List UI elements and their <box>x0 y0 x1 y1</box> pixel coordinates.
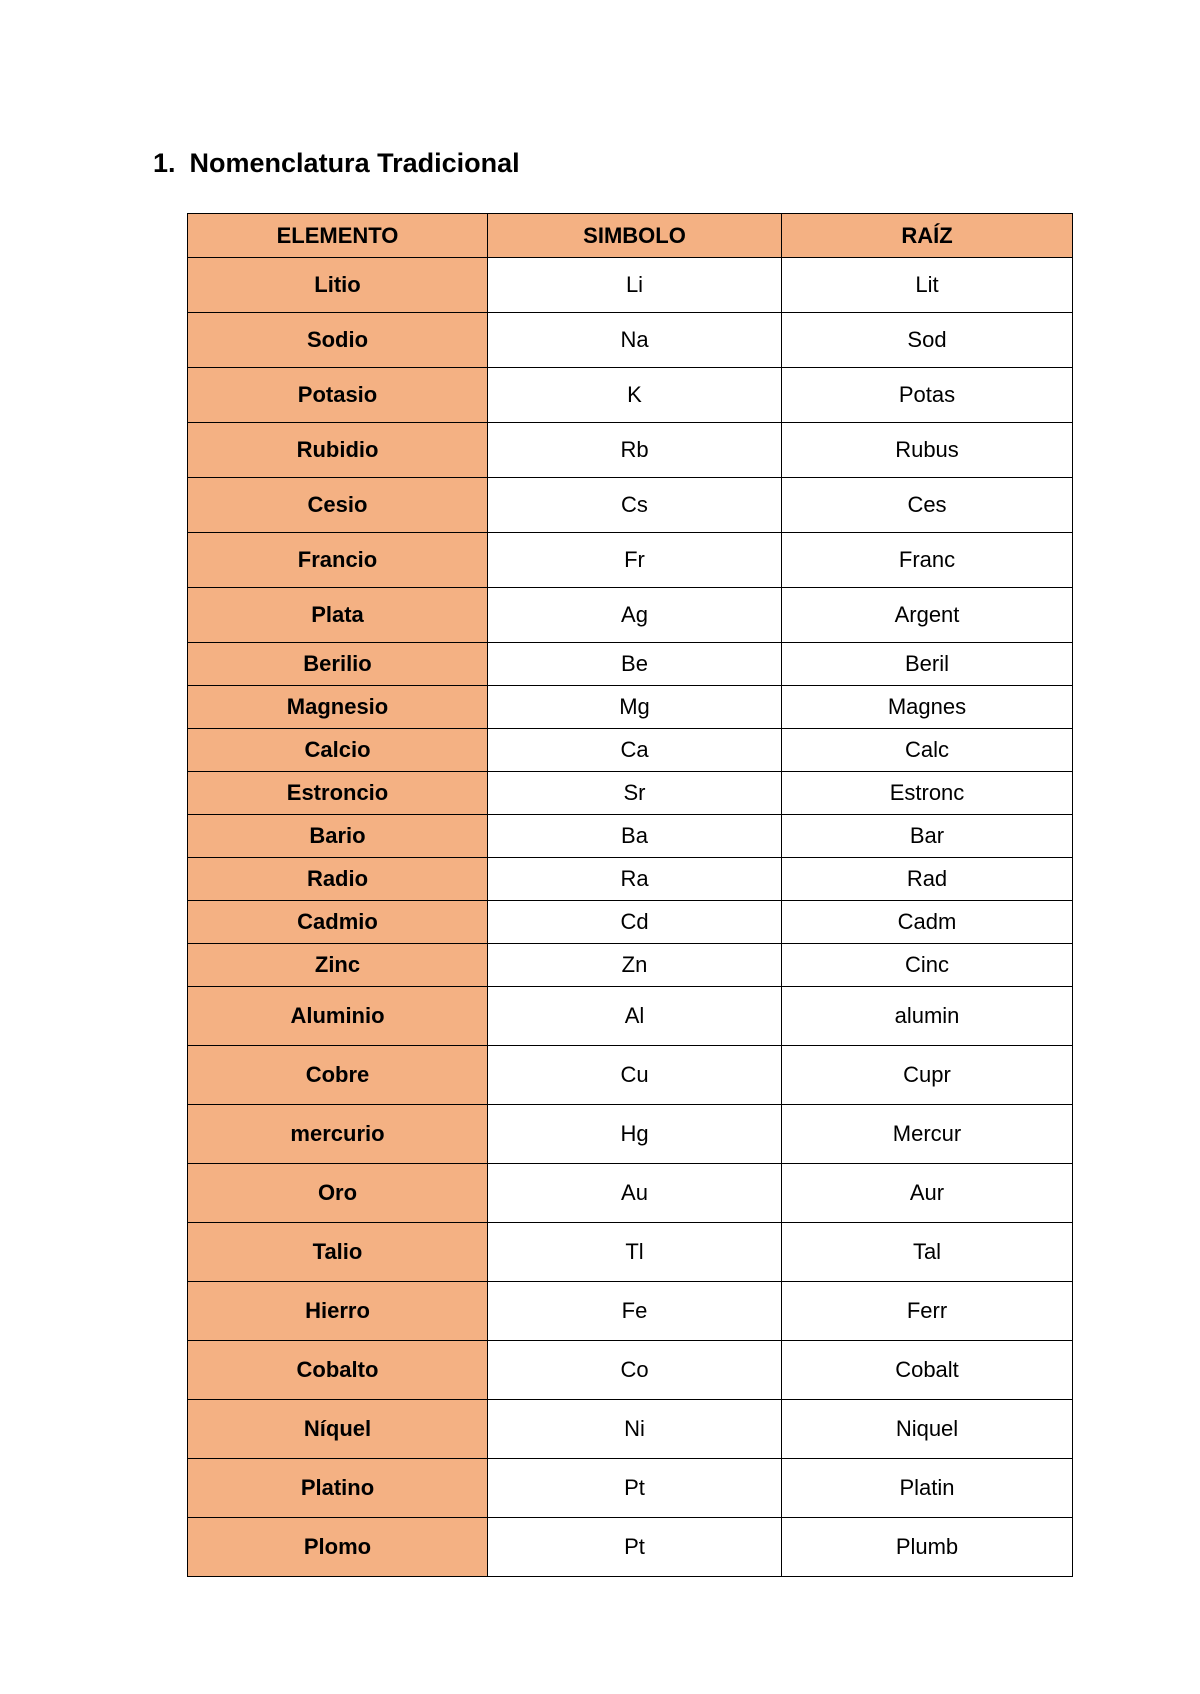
section-number: 1. <box>153 148 176 178</box>
table-row <box>188 1046 1073 1105</box>
table-row <box>188 1164 1073 1223</box>
nomenclature-table <box>187 213 1073 1577</box>
cell-simbolo: Sr <box>488 772 782 815</box>
table-row <box>188 533 1073 588</box>
cell-simbolo: Ra <box>488 858 782 901</box>
table-row <box>188 901 1073 944</box>
cell-simbolo: Ca <box>488 729 782 772</box>
cell-raiz: Cupr <box>782 1046 1073 1105</box>
cell-raiz: Aur <box>782 1164 1073 1223</box>
cell-raiz: Ferr <box>782 1282 1073 1341</box>
cell-elemento: Sodio <box>188 313 488 368</box>
cell-elemento: Níquel <box>188 1400 488 1459</box>
cell-raiz: Beril <box>782 643 1073 686</box>
header-raiz: RAÍZ <box>782 214 1073 258</box>
cell-simbolo: Cs <box>488 478 782 533</box>
cell-raiz: Estronc <box>782 772 1073 815</box>
table-body <box>188 258 1073 1577</box>
table-row <box>188 423 1073 478</box>
cell-elemento: Cobalto <box>188 1341 488 1400</box>
cell-elemento: Platino <box>188 1459 488 1518</box>
table-row <box>188 987 1073 1046</box>
cell-elemento: Francio <box>188 533 488 588</box>
table-row <box>188 772 1073 815</box>
cell-elemento: Cadmio <box>188 901 488 944</box>
section-heading <box>153 146 520 180</box>
cell-simbolo: Pt <box>488 1518 782 1577</box>
cell-elemento: Litio <box>188 258 488 313</box>
cell-simbolo: Zn <box>488 944 782 987</box>
header-simbolo: SIMBOLO <box>488 214 782 258</box>
table-row <box>188 478 1073 533</box>
table-row <box>188 686 1073 729</box>
cell-simbolo: Cd <box>488 901 782 944</box>
cell-elemento: Calcio <box>188 729 488 772</box>
cell-elemento: Rubidio <box>188 423 488 478</box>
table-row <box>188 815 1073 858</box>
cell-simbolo: K <box>488 368 782 423</box>
table-header <box>188 214 1073 258</box>
cell-raiz: Cobalt <box>782 1341 1073 1400</box>
cell-elemento: Cobre <box>188 1046 488 1105</box>
table-row <box>188 729 1073 772</box>
table-row <box>188 313 1073 368</box>
cell-raiz: Lit <box>782 258 1073 313</box>
section-title: Nomenclatura Tradicional <box>189 148 520 178</box>
cell-elemento: Talio <box>188 1223 488 1282</box>
cell-simbolo: Al <box>488 987 782 1046</box>
cell-simbolo: Hg <box>488 1105 782 1164</box>
cell-simbolo: Tl <box>488 1223 782 1282</box>
cell-raiz: Mercur <box>782 1105 1073 1164</box>
cell-simbolo: Au <box>488 1164 782 1223</box>
cell-raiz: Niquel <box>782 1400 1073 1459</box>
cell-elemento: Oro <box>188 1164 488 1223</box>
cell-elemento: Magnesio <box>188 686 488 729</box>
cell-elemento: mercurio <box>188 1105 488 1164</box>
cell-raiz: Rubus <box>782 423 1073 478</box>
table-row <box>188 1400 1073 1459</box>
cell-simbolo: Fr <box>488 533 782 588</box>
cell-elemento: Bario <box>188 815 488 858</box>
cell-raiz: Magnes <box>782 686 1073 729</box>
cell-raiz: Argent <box>782 588 1073 643</box>
cell-raiz: alumin <box>782 987 1073 1046</box>
header-row <box>188 214 1073 258</box>
table-row <box>188 643 1073 686</box>
table-row <box>188 368 1073 423</box>
cell-elemento: Plomo <box>188 1518 488 1577</box>
cell-raiz: Potas <box>782 368 1073 423</box>
table-row <box>188 1282 1073 1341</box>
cell-simbolo: Fe <box>488 1282 782 1341</box>
cell-raiz: Plumb <box>782 1518 1073 1577</box>
cell-raiz: Tal <box>782 1223 1073 1282</box>
table-row <box>188 1341 1073 1400</box>
cell-raiz: Calc <box>782 729 1073 772</box>
cell-elemento: Berilio <box>188 643 488 686</box>
header-elemento: ELEMENTO <box>188 214 488 258</box>
cell-simbolo: Ag <box>488 588 782 643</box>
cell-raiz: Rad <box>782 858 1073 901</box>
cell-elemento: Radio <box>188 858 488 901</box>
cell-elemento: Potasio <box>188 368 488 423</box>
cell-simbolo: Na <box>488 313 782 368</box>
cell-raiz: Sod <box>782 313 1073 368</box>
cell-raiz: Cadm <box>782 901 1073 944</box>
cell-elemento: Aluminio <box>188 987 488 1046</box>
table-row <box>188 944 1073 987</box>
cell-elemento: Cesio <box>188 478 488 533</box>
cell-elemento: Zinc <box>188 944 488 987</box>
cell-simbolo: Ba <box>488 815 782 858</box>
table-row <box>188 1518 1073 1577</box>
table-row <box>188 858 1073 901</box>
cell-raiz: Platin <box>782 1459 1073 1518</box>
cell-simbolo: Be <box>488 643 782 686</box>
cell-simbolo: Pt <box>488 1459 782 1518</box>
cell-elemento: Plata <box>188 588 488 643</box>
cell-raiz: Bar <box>782 815 1073 858</box>
cell-simbolo: Rb <box>488 423 782 478</box>
table-row <box>188 1459 1073 1518</box>
cell-raiz: Franc <box>782 533 1073 588</box>
table-row <box>188 258 1073 313</box>
cell-simbolo: Co <box>488 1341 782 1400</box>
cell-simbolo: Ni <box>488 1400 782 1459</box>
cell-simbolo: Cu <box>488 1046 782 1105</box>
cell-simbolo: Mg <box>488 686 782 729</box>
table-row <box>188 1105 1073 1164</box>
cell-elemento: Estroncio <box>188 772 488 815</box>
table-row <box>188 588 1073 643</box>
cell-raiz: Ces <box>782 478 1073 533</box>
cell-elemento: Hierro <box>188 1282 488 1341</box>
table-row <box>188 1223 1073 1282</box>
cell-simbolo: Li <box>488 258 782 313</box>
cell-raiz: Cinc <box>782 944 1073 987</box>
